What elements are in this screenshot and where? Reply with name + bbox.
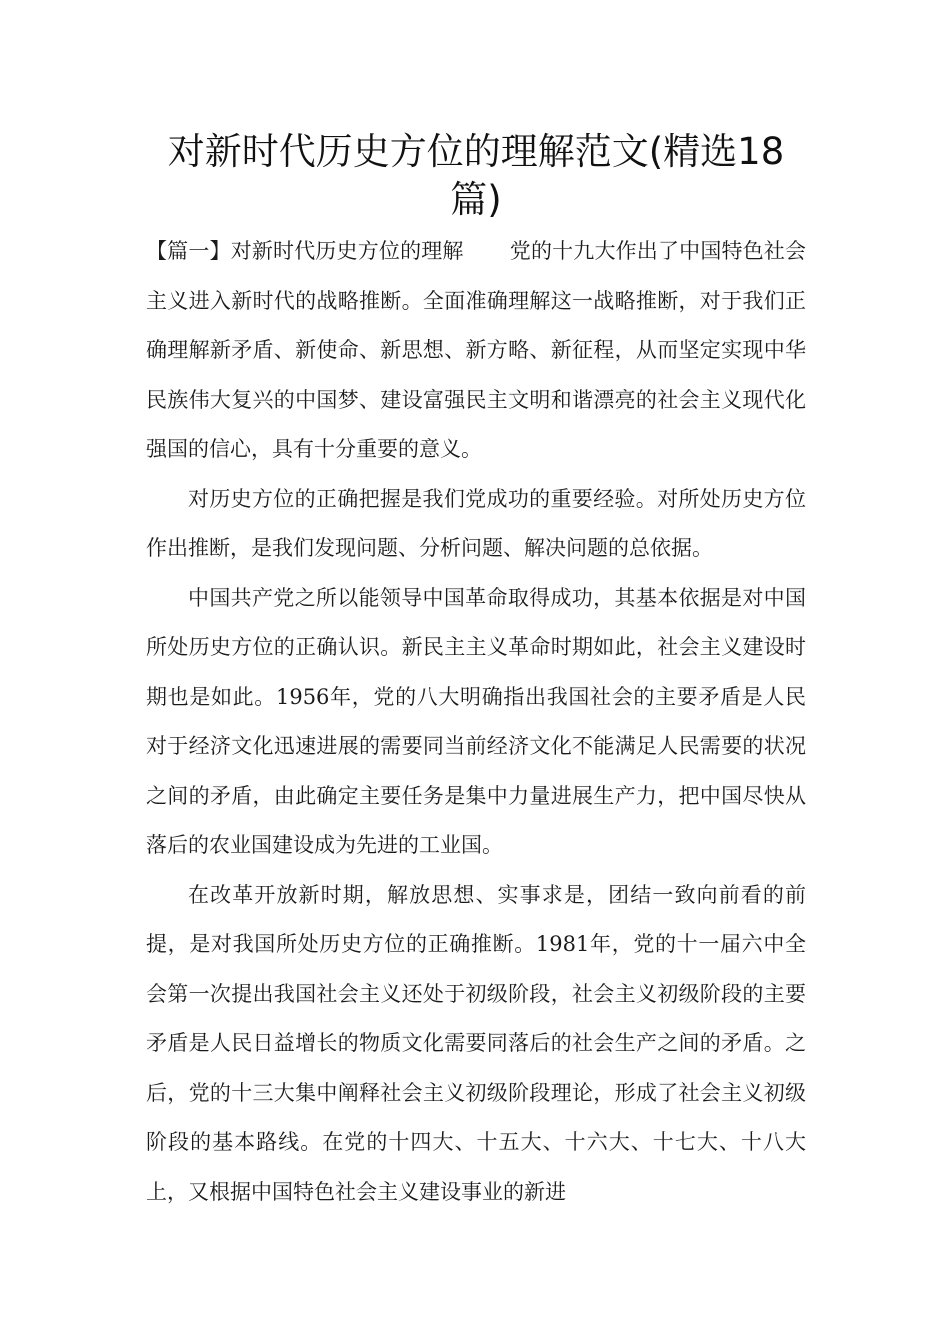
section-heading: 【篇一】对新时代历史方位的理解 xyxy=(146,239,464,263)
paragraph-3: 中国共产党之所以能领导中国革命取得成功，其基本依据是对中国所处历史方位的正确认识。新民主主义革命时期如此，社会主义建设时期也是如此。1956年，党的八大明确指出我国社会的主要矛盾是人民对于经济文化迅速进展的需要同当前经济文化不能满足人民需要的状况之间的矛盾，由此确定主要任务是集中力量进展生产力，把中国尽快从落后的农业国建设成为先进的工业国。 xyxy=(146,585,806,857)
document-body xyxy=(146,227,806,1217)
document-title: 对新时代历史方位的理解范文(精选18篇) xyxy=(167,130,785,221)
paragraph-4: 在改革开放新时期，解放思想、实事求是，团结一致向前看的前提，是对我国所处历史方位的正确推断。1981年，党的十一届六中全会第一次提出我国社会主义还处于初级阶段，社会主义初级阶段的主要矛盾是人民日益增长的物质文化需要同落后的社会生产之间的矛盾。之后，党的十三大集中阐释社会主义初级阶段理论，形成了社会主义初级阶段的基本路线。在党的十四大、十五大、十六大、十七大、十八大上，又根据中国特色社会主义建设事业的新进 xyxy=(146,882,806,1204)
paragraph-1 xyxy=(146,227,806,475)
paragraph-1-text: 党的十九大作出了中国特色社会主义进入新时代的战略推断。全面准确理解这一战略推断，对于我们正确理解新矛盾、新使命、新思想、新方略、新征程，从而坚定实现中华民族伟大复兴的中国梦、建设富强民主文明和谐漂亮的社会主义现代化强国的信心，具有十分重要的意义。 xyxy=(146,239,807,461)
paragraph-2: 对历史方位的正确把握是我们党成功的重要经验。对所处历史方位作出推断，是我们发现问题、分析问题、解决问题的总依据。 xyxy=(146,486,806,560)
